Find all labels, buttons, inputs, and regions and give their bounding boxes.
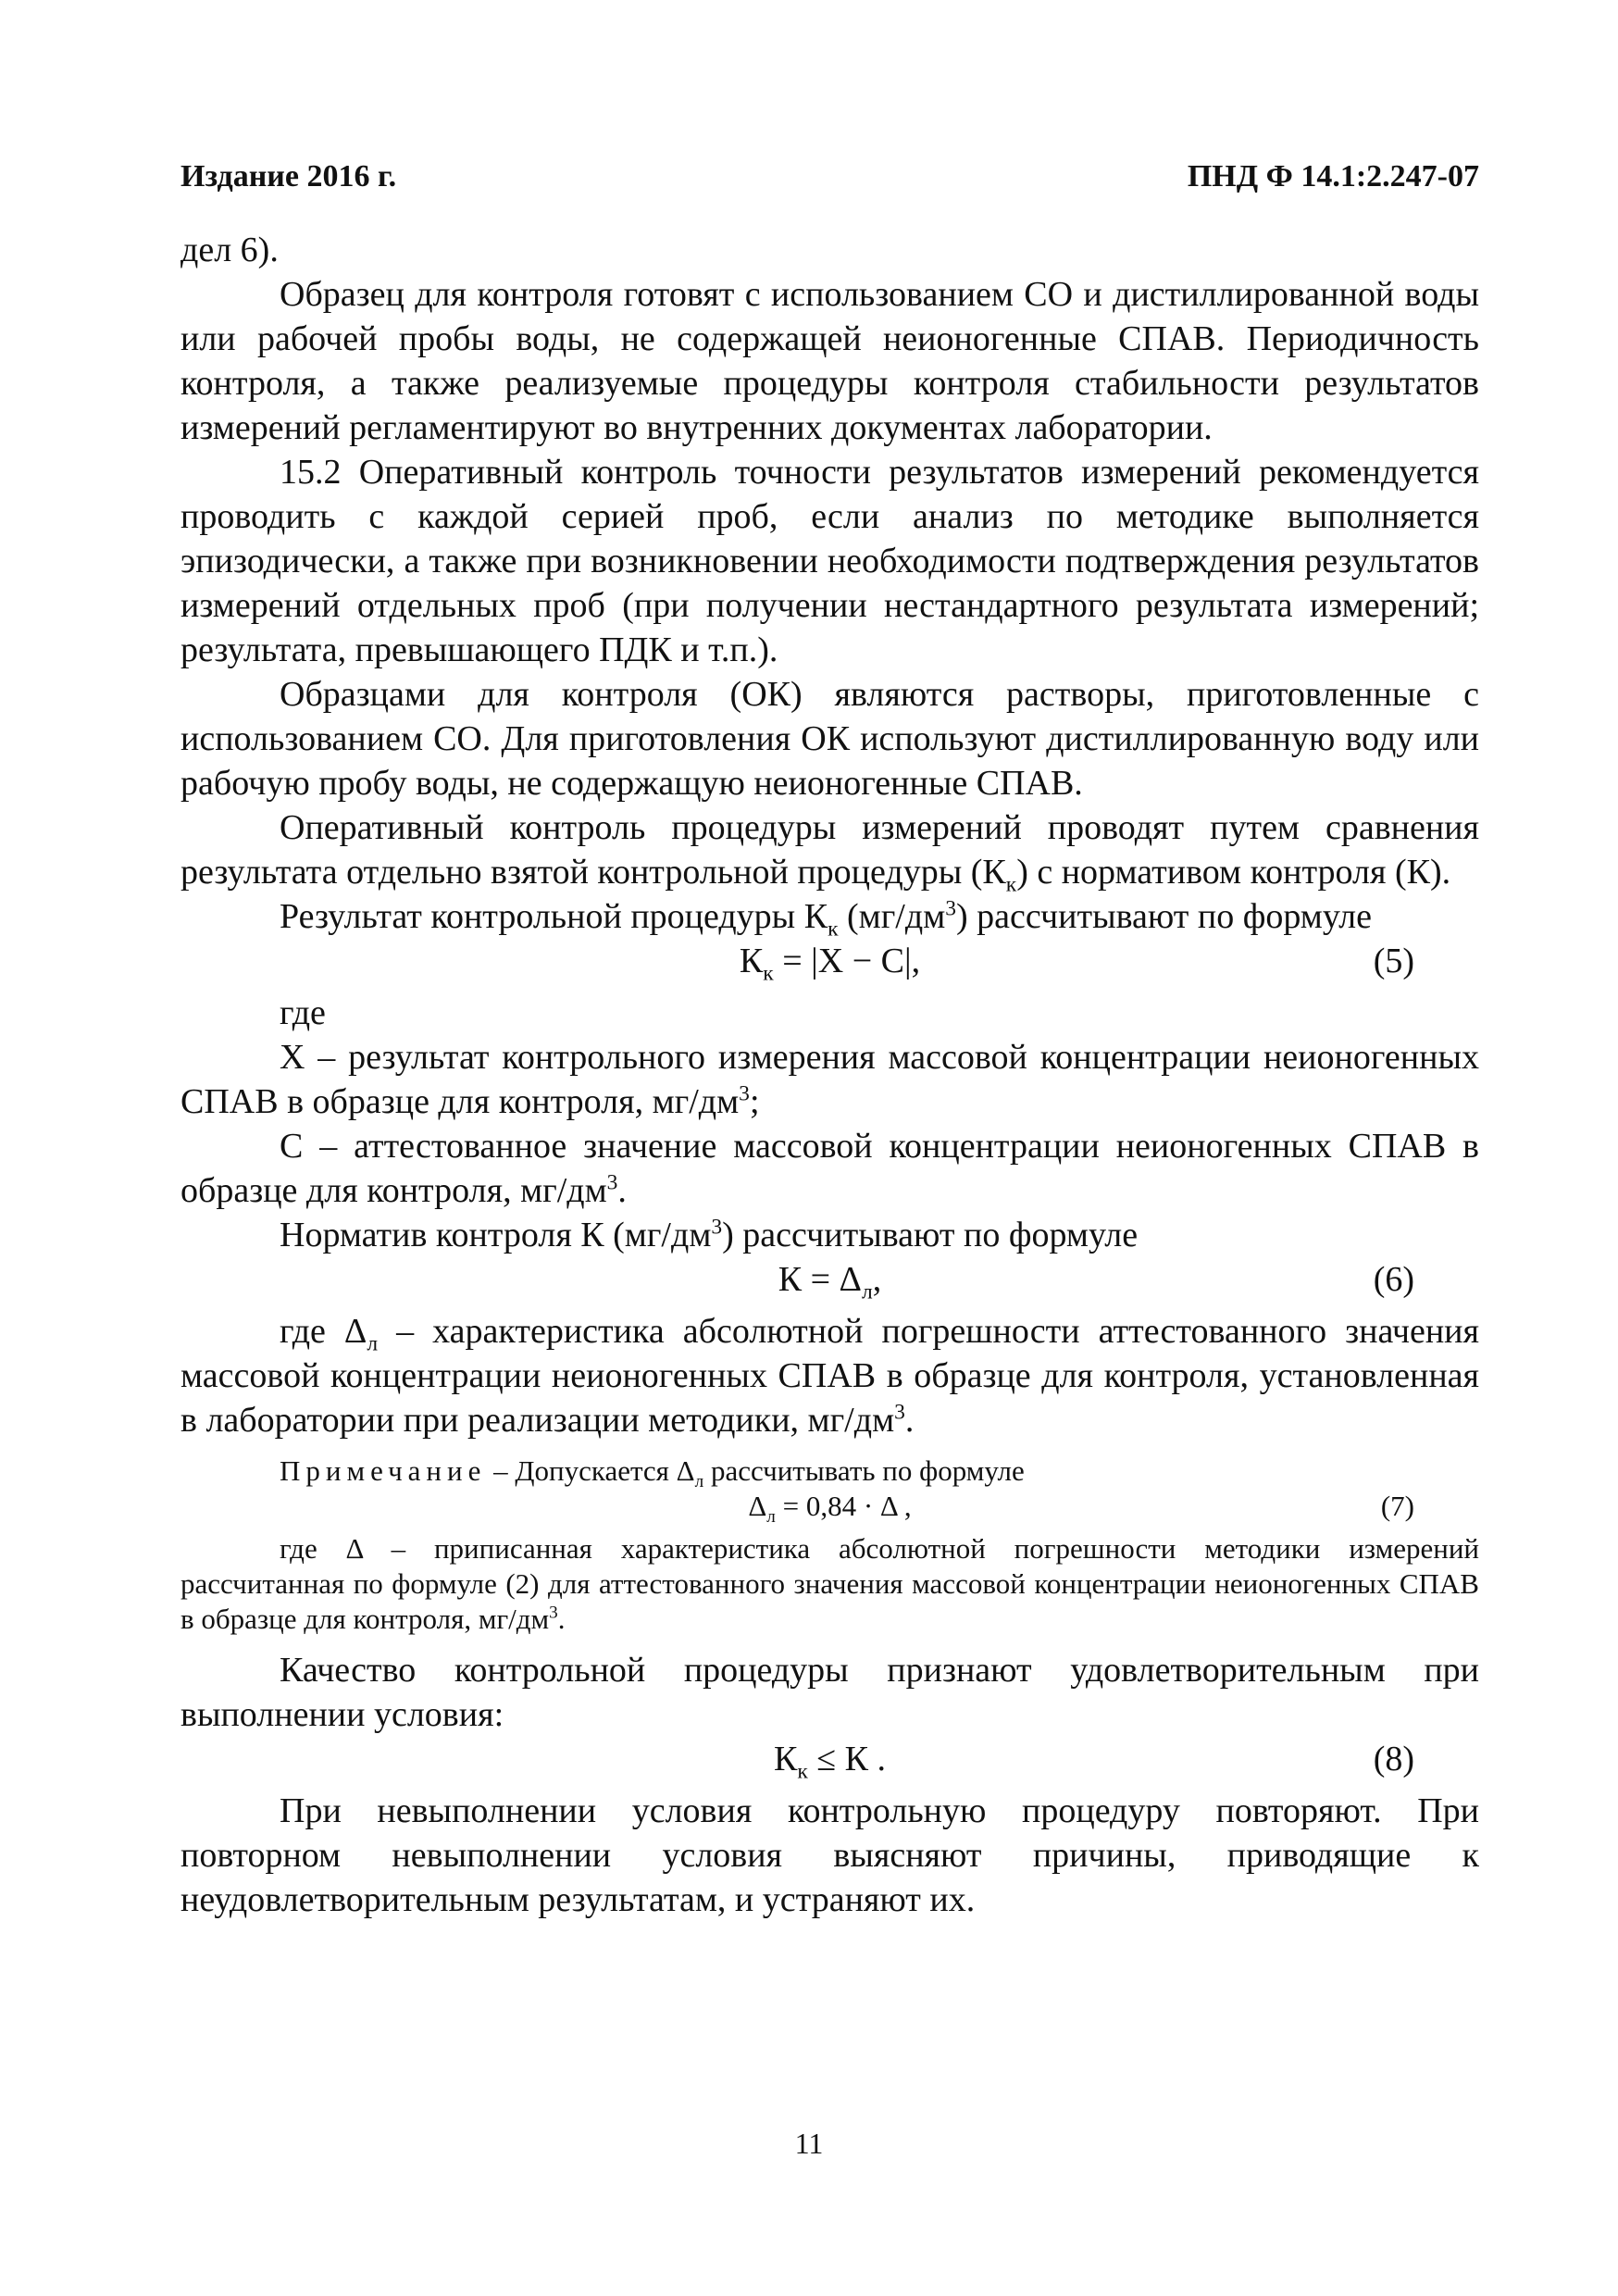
- note-label: Примечание: [280, 1454, 487, 1487]
- document-body: [180, 228, 1479, 1922]
- paragraph-quality: Качество контрольной процедуры признают удовлетворительным при выполнении условия:: [180, 1651, 1479, 1734]
- paragraph-continued: дел 6).: [180, 231, 279, 269]
- where-label: где: [280, 993, 326, 1032]
- definition-x: Х – результат контрольного измерения массовой концентрации неионогенных СПАВ в образце для контроля, $мг/дм^3$;: [180, 1038, 1479, 1121]
- paragraph-result-formula: Результат контрольной процедуры $К_к$ $(мг/дм^3)$ рассчитывают по формуле: [280, 896, 1372, 942]
- formula-6: $К = \Delta_л$, (6): [180, 1257, 1479, 1309]
- definition-delta-l: где $\Delta_л$ – характеристика абсолютной погрешности аттестованного значения массовой концентрации неионогенных СПАВ в образце для контроля, установленная в лаборатории при реализации методики, $мг/дм^3$.: [180, 1312, 1479, 1440]
- page-number: 11: [794, 2127, 824, 2160]
- formula-7: $\Delta_л = 0,84 \cdot \Delta$ , (7): [748, 1490, 1414, 1528]
- formula-8: $К_к \le К$ . (8): [180, 1737, 1479, 1789]
- formula-number: (6): [1373, 1260, 1414, 1299]
- note-intro: Примечание – Допускается $\Delta_л$ рассчитывать по формуле: [280, 1454, 1025, 1492]
- paragraph-15-2: 15.2 Оперативный контроль точности результатов измерений рекомендуется проводить с каждой серией проб, если анализ по методике выполняется эпизодически, а также при возникновении необходимости подтверждения результатов измерений отдельных проб (при получении нестандартного результата измерений; результата, превышающего ПДК и т.п.).: [180, 453, 1479, 669]
- paragraph-control-samples: Образцами для контроля (ОК) являются растворы, приготовленные с использованием СО. Для приготовления ОК используют дистиллированную воду или рабочую пробу воды, не содержащую неионогенные СПАВ.: [180, 675, 1479, 803]
- note-definition: где Δ – приписанная характеристика абсолютной погрешности методики измерений рассчитанная по формуле (2) для аттестованного значения массовой концентрации неионогенных СПАВ в образце для контроля, $мг/дм^3$.: [180, 1532, 1479, 1635]
- formula-number: (8): [1373, 1740, 1414, 1778]
- paragraph-operative-control: Оперативный контроль процедуры измерений проводят путем сравнения результата отдельно взятой контрольной процедуры $(К_к)$ с нормативом контроля (К).: [180, 808, 1479, 897]
- edition-label: Издание 2016 г.: [180, 159, 397, 193]
- formula-number: (7): [1380, 1490, 1414, 1522]
- document-code: ПНД Ф 14.1:2.247-07: [1187, 159, 1479, 193]
- note-block: [180, 1454, 1479, 1637]
- paragraph-final: При невыполнении условия контрольную процедуру повторяют. При повторном невыполнении условия выясняют причины, приводящие к неудовлетворительным результатам, и устраняют их.: [180, 1791, 1479, 1919]
- page-header: [180, 159, 1479, 206]
- formula-number: (5): [1373, 942, 1414, 980]
- formula-5: $К_к = |Х - С|$, (5): [180, 939, 1479, 991]
- paragraph-sample: Образец для контроля готовят с использованием СО и дистиллированной воды или рабочей пробы воды, не содержащей неионогенные СПАВ. Периодичность контроля, а также реализуемые процедуры контроля стабильности результатов измерений регламентируют во внутренних документах лаборатории.: [180, 275, 1479, 447]
- paragraph-norm: Норматив контроля К $(мг/дм^3)$ рассчитывают по формуле: [280, 1215, 1139, 1254]
- definition-c: С – аттестованное значение массовой концентрации неионогенных СПАВ в образце для контроля, $мг/дм^3$.: [180, 1127, 1479, 1210]
